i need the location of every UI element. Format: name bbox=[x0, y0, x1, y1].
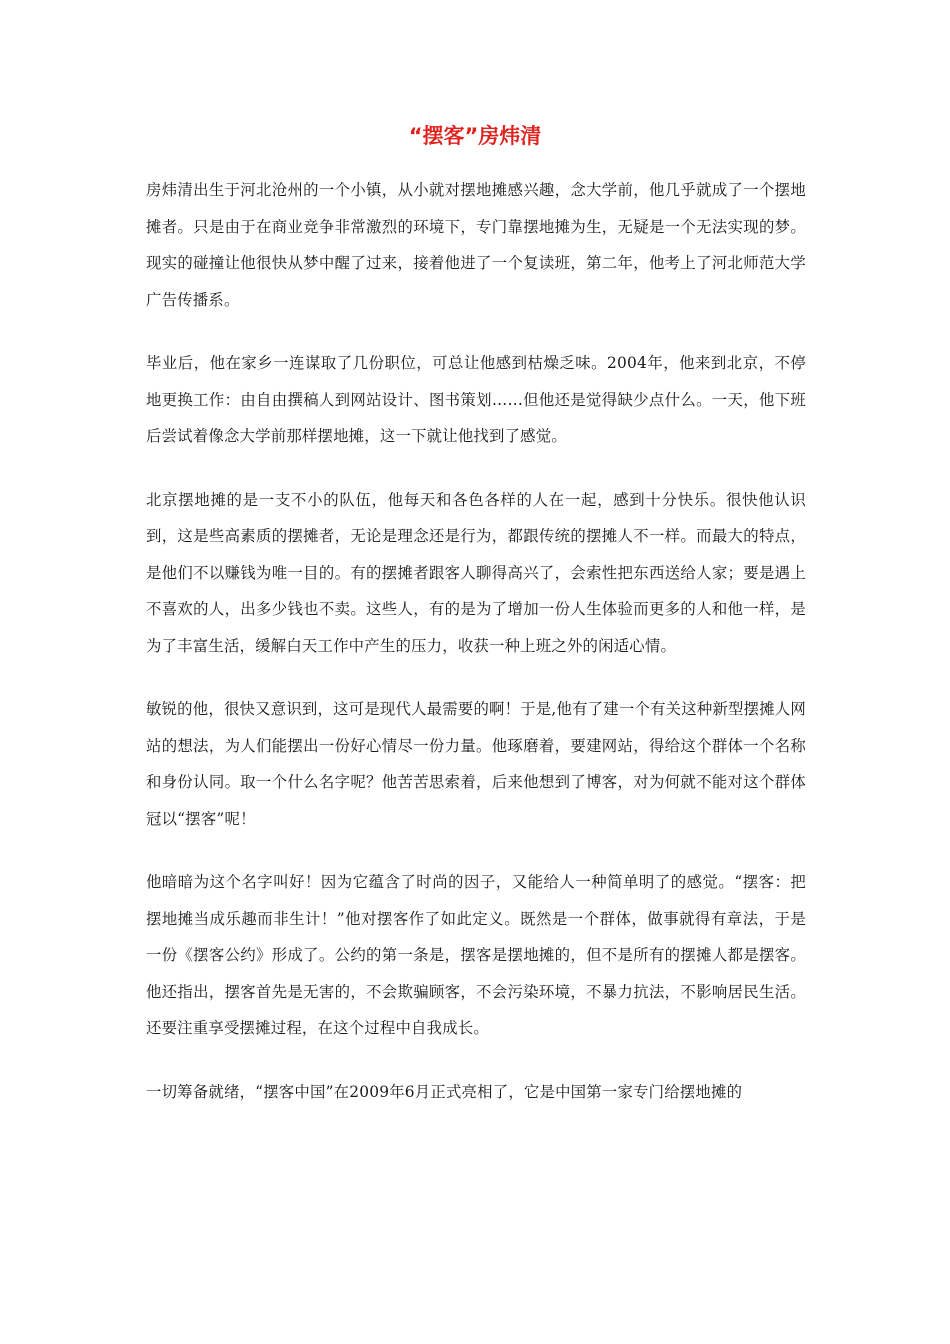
paragraph-5: 他暗暗为这个名字叫好！因为它蕴含了时尚的因子，又能给人一种简单明了的感觉。“摆客：把摆地摊当成乐趣而非生计！”他对摆客作了如此定义。既然是一个群体，做事就得有章法，于是一份《摆客公约》形成了。公约的第一条是，摆客是摆地摊的，但不是所有的摆摊人都是摆客。他还指出，摆客首先是无害的，不会欺骗顾客，不会污染环境，不暴力抗法，不影响居民生活。还要注重享受摆摊过程，在这个过程中自我成长。 bbox=[146, 873, 806, 1037]
paragraph-4: 敏锐的他，很快又意识到，这可是现代人最需要的啊！于是,他有了建一个有关这种新型摆摊人网站的想法，为人们能摆出一份好心情尽一份力量。他琢磨着，要建网站，得给这个群体一个名称和身份认同。取一个什么名字呢？他苦苦思索着，后来他想到了博客，对为何就不能对这个群体冠以“摆客”呢！ bbox=[146, 700, 806, 828]
paragraph-3: 北京摆地摊的是一支不小的队伍，他每天和各色各样的人在一起，感到十分快乐。很快他认识到，这是些高素质的摆摊者，无论是理念还是行为，都跟传统的摆摊人不一样。而最大的特点，是他们不以赚钱为唯一目的。有的摆摊者跟客人聊得高兴了，会索性把东西送给人家；要是遇上不喜欢的人，出多少钱也不卖。这些人，有的是为了增加一份人生体验而更多的人和他一样，是为了丰富生活，缓解白天工作中产生的压力，收获一种上班之外的闲适心情。 bbox=[146, 490, 806, 655]
paragraph-2: 毕业后，他在家乡一连谋取了几份职位，可总让他感到枯燥乏味。2004年，他来到北京，不停地更换工作：由自由撰稿人到网站设计、图书策划……但他还是觉得缺少点什么。一天，他下班后尝试着像念大学前那样摆地摊，这一下就让他找到了感觉。 bbox=[146, 354, 806, 445]
paragraph-1: 房炜清出生于河北沧州的一个小镇，从小就对摆地摊感兴趣，念大学前，他几乎就成了一个摆地摊者。只是由于在商业竞争非常激烈的环境下，专门靠摆地摊为生，无疑是一个无法实现的梦。现实的碰撞让他很快从梦中醒了过来，接着他进了一个复读班，第二年，他考上了河北师范大学广告传播系。 bbox=[146, 181, 806, 309]
page-title: “摆客”房炜清 bbox=[408, 124, 542, 148]
paragraph-6: 一切筹备就绪，“摆客中国”在2009年6月正式亮相了，它是中国第一家专门给摆地摊的 bbox=[146, 1082, 743, 1101]
article-body bbox=[146, 172, 806, 1137]
